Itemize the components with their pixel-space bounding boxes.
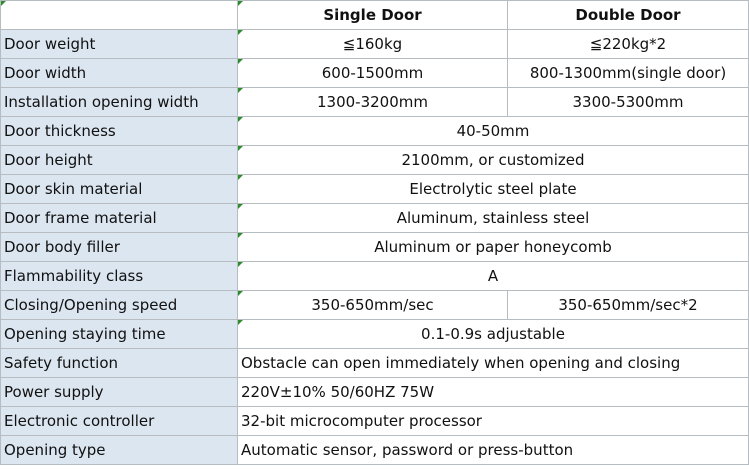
single-door-value: 1300-3200mm (238, 88, 508, 117)
merged-value: 220V±10% 50/60HZ 75W (238, 378, 749, 407)
merged-value: 32-bit microcomputer processor (238, 407, 749, 436)
table-row (1, 59, 749, 88)
table-row (1, 378, 749, 407)
row-label: Closing/Opening speed (1, 291, 238, 320)
row-label: Power supply (1, 378, 238, 407)
table-row (1, 175, 749, 204)
row-label: Door weight (1, 30, 238, 59)
table-row (1, 146, 749, 175)
table-row (1, 291, 749, 320)
double-door-value: 350-650mm/sec*2 (508, 291, 749, 320)
row-label: Installation opening width (1, 88, 238, 117)
row-label: Door frame material (1, 204, 238, 233)
row-label: Door width (1, 59, 238, 88)
header-row (1, 1, 749, 30)
row-label: Safety function (1, 349, 238, 378)
table-row (1, 349, 749, 378)
merged-value: 40-50mm (238, 117, 749, 146)
single-door-value: ≦160kg (238, 30, 508, 59)
row-label: Electronic controller (1, 407, 238, 436)
header-corner-cell (1, 1, 238, 30)
table-row (1, 88, 749, 117)
row-label: Door skin material (1, 175, 238, 204)
double-door-value: ≦220kg*2 (508, 30, 749, 59)
merged-value: Aluminum or paper honeycomb (238, 233, 749, 262)
table-row (1, 320, 749, 349)
table-row (1, 117, 749, 146)
merged-value: 0.1-0.9s adjustable (238, 320, 749, 349)
merged-value: 2100mm, or customized (238, 146, 749, 175)
merged-value: Automatic sensor, password or press-button (238, 436, 749, 465)
row-label: Door body filler (1, 233, 238, 262)
double-door-value: 3300-5300mm (508, 88, 749, 117)
merged-value: Aluminum, stainless steel (238, 204, 749, 233)
table-row (1, 407, 749, 436)
merged-value: A (238, 262, 749, 291)
row-label: Flammability class (1, 262, 238, 291)
header-single-door: Single Door (238, 1, 508, 30)
single-door-value: 350-650mm/sec (238, 291, 508, 320)
header-double-door: Double Door (508, 1, 749, 30)
table-row (1, 262, 749, 291)
merged-value: Electrolytic steel plate (238, 175, 749, 204)
table-row (1, 204, 749, 233)
table-row (1, 233, 749, 262)
table-row (1, 30, 749, 59)
row-label: Door height (1, 146, 238, 175)
single-door-value: 600-1500mm (238, 59, 508, 88)
row-label: Opening staying time (1, 320, 238, 349)
merged-value: Obstacle can open immediately when opening and closing (238, 349, 749, 378)
double-door-value: 800-1300mm(single door) (508, 59, 749, 88)
table-row (1, 436, 749, 465)
row-label: Door thickness (1, 117, 238, 146)
row-label: Opening type (1, 436, 238, 465)
